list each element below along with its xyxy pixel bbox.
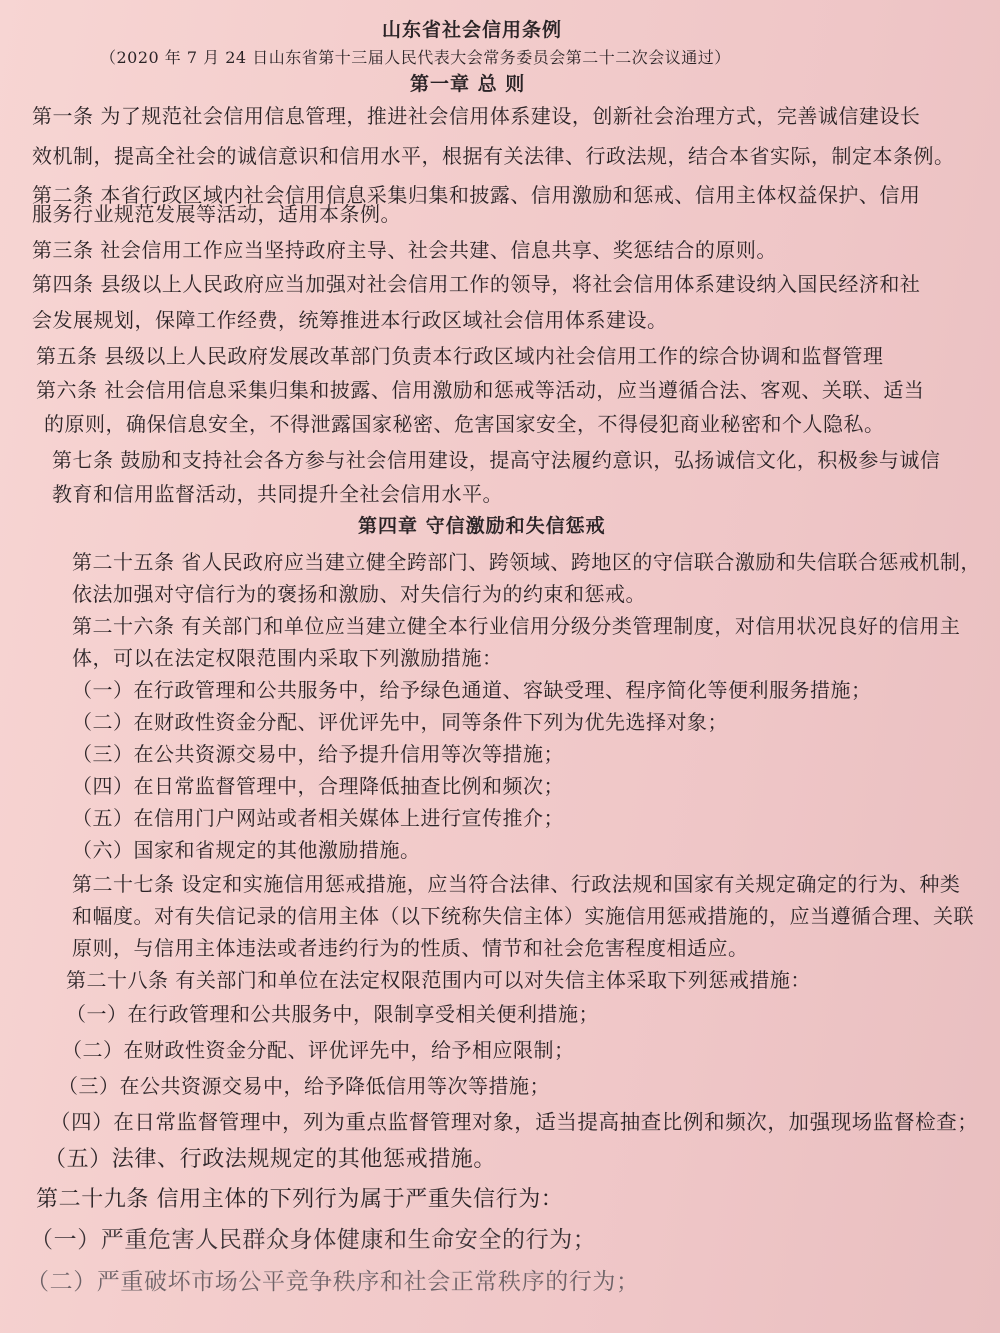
article-29-line-1: 第二十九条 信用主体的下列行为属于严重失信行为： xyxy=(36,1187,564,1212)
article-3-line-1: 第三条 社会信用工作应当坚持政府主导、社会共建、信息共享、奖惩结合的原则。 xyxy=(32,238,777,262)
article-5-line-1: 第五条 县级以上人民政府发展改革部门负责本行政区域内社会信用工作的综合协调和监督管理 xyxy=(36,344,884,368)
article-27-line-3: 原则，与信用主体违法或者违约行为的性质、情节和社会危害程度相适应。 xyxy=(72,936,749,960)
article-28-item-5: （五）法律、行政法规规定的其他惩戒措施。 xyxy=(44,1147,497,1172)
article-25-line-1: 第二十五条 省人民政府应当建立健全跨部门、跨领域、跨地区的守信联合激励和失信联合惩戒机制， xyxy=(72,550,981,574)
article-26-item-6: （六）国家和省规定的其他激励措施。 xyxy=(72,838,421,862)
article-1-line-2: 效机制，提高全社会的诚信意识和信用水平，根据有关法律、行政法规，结合本省实际，制定本条例。 xyxy=(32,144,955,168)
article-26-item-4: （四）在日常监督管理中，合理降低抽查比例和频次； xyxy=(72,774,564,798)
article-26-item-2: （二）在财政性资金分配、评优评先中，同等条件下列为优先选择对象； xyxy=(72,710,728,734)
article-28-item-3: （三）在公共资源交易中，给予降低信用等次等措施； xyxy=(58,1074,550,1098)
chapter-4-heading: 第四章 守信激励和失信惩戒 xyxy=(358,515,606,537)
article-25-line-2: 依法加强对守信行为的褒扬和激励、对失信行为的约束和惩戒。 xyxy=(72,582,646,606)
article-4-line-2: 会发展规划，保障工作经费，统筹推进本行政区域社会信用体系建设。 xyxy=(32,308,668,332)
article-6-line-2: 的原则，确保信息安全，不得泄露国家秘密、危害国家安全，不得侵犯商业秘密和个人隐私。 xyxy=(44,412,885,436)
article-2-line-2: 服务行业规范发展等活动，适用本条例。 xyxy=(32,202,401,226)
article-27-line-2: 和幅度。对有失信记录的信用主体（以下统称失信主体）实施信用惩戒措施的，应当遵循合理、关联 xyxy=(72,904,974,928)
document-title: 山东省社会信用条例 xyxy=(382,19,563,41)
article-1-line-1: 第一条 为了规范社会信用信息管理，推进社会信用体系建设，创新社会治理方式，完善诚信建设长 xyxy=(32,104,921,128)
article-4-line-1: 第四条 县级以上人民政府应当加强对社会信用工作的领导，将社会信用体系建设纳入国民经济和社 xyxy=(32,272,921,296)
article-28-item-2: （二）在财政性资金分配、评优评先中，给予相应限制； xyxy=(62,1038,575,1062)
article-26-item-5: （五）在信用门户网站或者相关媒体上进行宣传推介； xyxy=(72,806,564,830)
article-7-line-2: 教育和信用监督活动，共同提升全社会信用水平。 xyxy=(52,482,503,506)
article-27-line-1: 第二十七条 设定和实施信用惩戒措施，应当符合法律、行政法规和国家有关规定确定的行为、种类 xyxy=(72,872,961,896)
article-6-line-1: 第六条 社会信用信息采集归集和披露、信用激励和惩戒等活动，应当遵循合法、客观、关联、适当 xyxy=(36,378,925,402)
article-26-item-1: （一）在行政管理和公共服务中，给予绿色通道、容缺受理、程序简化等便利服务措施； xyxy=(72,678,872,702)
article-26-line-2: 体，可以在法定权限范围内采取下列激励措施： xyxy=(72,646,503,670)
article-2-line-1: 第二条 本省行政区域内社会信用信息采集归集和披露、信用激励和惩戒、信用主体权益保护、信用 xyxy=(32,183,921,207)
article-29-item-1: （一）严重危害人民群众身体健康和生命安全的行为； xyxy=(30,1227,597,1253)
article-29-item-2: （二）严重破坏市场公平竞争秩序和社会正常秩序的行为； xyxy=(26,1269,640,1295)
article-28-item-4: （四）在日常监督管理中，列为重点监督管理对象，适当提高抽查比例和频次，加强现场监督检查； xyxy=(50,1110,979,1134)
article-28-item-1: （一）在行政管理和公共服务中，限制享受相关便利措施； xyxy=(66,1002,599,1026)
article-26-item-3: （三）在公共资源交易中，给予提升信用等次等措施； xyxy=(72,742,564,766)
article-28-line-1: 第二十八条 有关部门和单位在法定权限范围内可以对失信主体采取下列惩戒措施： xyxy=(66,968,811,992)
chapter-1-heading: 第一章 总 则 xyxy=(410,73,526,95)
article-26-line-1: 第二十六条 有关部门和单位应当建立健全本行业信用分级分类管理制度，对信用状况良好的信用主 xyxy=(72,614,961,638)
document-subtitle: （2020 年 7 月 24 日山东省第十三届人民代表大会常务委员会第二十二次会议通过） xyxy=(100,48,731,67)
article-7-line-1: 第七条 鼓励和支持社会各方参与社会信用建设，提高守法履约意识，弘扬诚信文化，积极参与诚信 xyxy=(52,448,941,472)
